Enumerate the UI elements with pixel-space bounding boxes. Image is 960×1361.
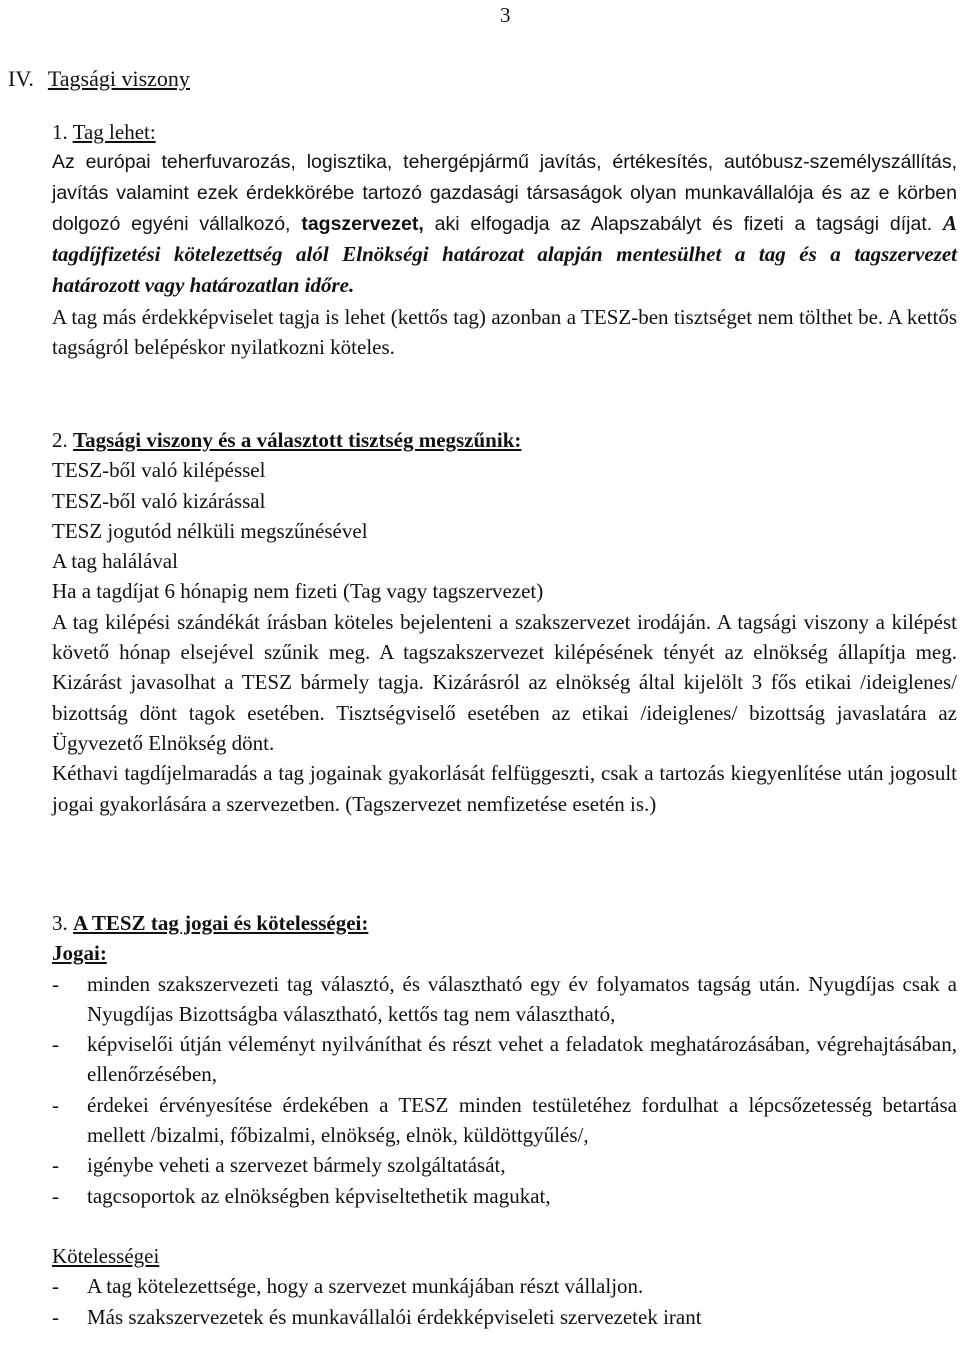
dash-marker: - xyxy=(52,1183,59,1208)
s2-item: TESZ-ből való kizárással xyxy=(52,488,266,513)
s1-text-b: aki elfogadja az Alapszabályt és fizeti a tagsági díjat. xyxy=(434,212,933,235)
dash-marker: - xyxy=(52,971,59,996)
section-2-number: 2. xyxy=(52,428,68,452)
section-2 xyxy=(52,425,957,819)
dash-marker: - xyxy=(52,1274,59,1299)
section-1-number: 1. xyxy=(52,120,68,144)
rights-item: - igénybe veheti a szervezet bármely szolgáltatását, xyxy=(52,1150,957,1180)
rights-item: - minden szakszervezeti tag választó, és választható egy év folyamatos tagság után. Nyugdíjas csak a Nyugdíjas Bizottságba választható, kettős tag nem választható, xyxy=(52,969,957,1030)
section-2-title: Tagsági viszony és a választott tisztség megszűnik: xyxy=(73,428,522,452)
page-number: 3 xyxy=(500,3,511,27)
duties-title: Kötelességei xyxy=(52,1243,160,1268)
s2-item: TESZ jogutód nélküli megszűnésével xyxy=(52,518,368,543)
section-1-paragraph xyxy=(52,147,957,301)
rights-title: Jogai: xyxy=(52,941,107,966)
rights-item: - érdekei érvényesítése érdekében a TESZ minden testületéhez fordulhat a lépcsőzetesség betartása mellett /bizalmi, főbizalmi, elnökség, elnök, küldöttgyűlés/, xyxy=(52,1090,957,1151)
dash-marker: - xyxy=(52,1153,59,1178)
rights-list xyxy=(52,969,957,1211)
duties-item: - A tag kötelezettsége, hogy a szervezet munkájában részt vállaljon. xyxy=(52,1271,957,1301)
section-3-title: A TESZ tag jogai és kötelességei: xyxy=(73,911,369,935)
s1-text-a: Az európai teherfuvarozás, logisztika, tehergépjármű javítás, értékesítés, autóbusz-személyszállítás, javítás valamint ezek érdekkörébe tartozó gazdasági társaságok olyan munkavállalója és az e körben dolgozó egyéni vállalkozó, xyxy=(52,151,957,235)
chapter-title: Tagsági viszony xyxy=(47,66,190,91)
section-1-heading xyxy=(52,117,957,147)
section-1-title: Tag lehet: xyxy=(72,120,156,144)
s2-item: Ha a tagdíjat 6 hónapig nem fizeti (Tag vagy tagszervezet) xyxy=(52,579,544,604)
dash-marker: - xyxy=(52,1304,59,1329)
s1-text-bold: tagszervezet, xyxy=(301,212,424,235)
section-3 xyxy=(52,908,957,1332)
s2-item-list xyxy=(52,455,957,606)
dash-marker: - xyxy=(52,1092,59,1117)
section-2-heading xyxy=(52,425,957,455)
section-3-heading xyxy=(52,908,957,938)
rights-item: - képviselői útján véleményt nyilváníthat és részt vehet a feladatok meghatározásában, végrehajtásában, ellenőrzésében, xyxy=(52,1029,957,1090)
section-1 xyxy=(52,117,957,362)
s2-item: A tag halálával xyxy=(52,549,178,574)
duties-list xyxy=(52,1271,957,1332)
dash-marker: - xyxy=(52,1032,59,1057)
s2-paragraph-1: A tag kilépési szándékát írásban köteles bejelenteni a szakszervezet irodáján. A tagsági viszony a kilépést követő hónap elsejével szűnik meg. A tagszakszervezet kilépésének tényét az elnökség állapítja meg. Kizárást javasolhat a TESZ bármely tagja. Kizárásról az elnökség által kijelölt 3 fős etikai /ideiglenes/ bizottság dönt tagok esetében. Tisztségviselő esetében az etikai /ideiglenes/ bizottság javaslatára az Ügyvezető Elnökség dönt. xyxy=(52,609,957,755)
chapter-number: IV. xyxy=(8,66,34,91)
chapter-heading xyxy=(8,66,190,92)
section-3-number: 3. xyxy=(52,911,68,935)
duties-item: - Más szakszervezetek és munkavállalói érdekképviseleti szervezetek irant xyxy=(52,1302,957,1332)
s2-item: TESZ-ből való kilépéssel xyxy=(52,458,266,483)
s1-text-italic: A tagdíjfizetési kötelezettség alól Elnökségi határozat alapján mentesülhet a tag és a tagszervezet határozott vagy határozatlan időre. xyxy=(52,210,958,298)
s2-paragraph-2: Kéthavi tagdíjelmaradás a tag jogainak gyakorlását felfüggeszti, csak a tartozás kiegyenlítése után jogosult jogai gyakorlására a szervezetben. (Tagszervezet nemfizetése esetén is.) xyxy=(52,761,957,816)
rights-item: - tagcsoportok az elnökségben képviseltethetik magukat, xyxy=(52,1181,957,1211)
s1-text-c: A tag más érdekképviselet tagja is lehet (kettős tag) azonban a TESZ-ben tisztséget nem tölthet be. A kettős tagságról belépéskor nyilatkozni köteles. xyxy=(52,304,957,360)
